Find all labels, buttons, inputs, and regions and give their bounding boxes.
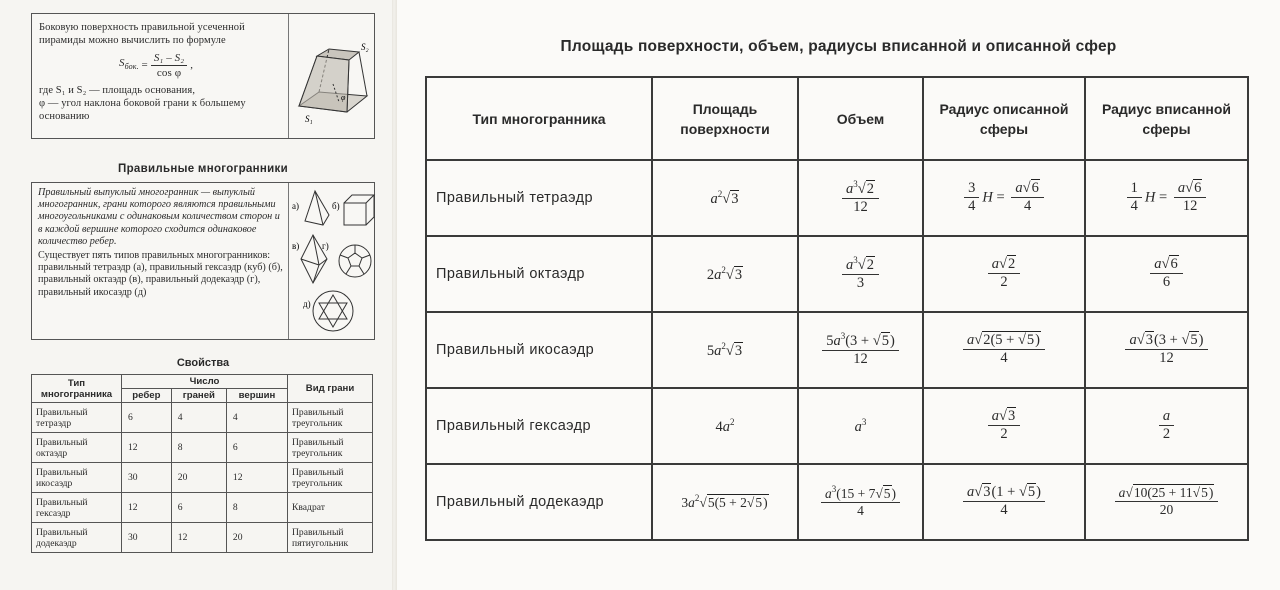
- polyhedron-definition: Правильный выпуклый многогранник — выпуклый многогранник, грани которого являются правильными многоугольниками с одинаковым количеством сторон и в каждой вершине которого сходится одинаковое количество ребер.: [38, 187, 280, 247]
- row-face-type: Правильный треугольник: [288, 463, 373, 493]
- properties-table: [31, 374, 373, 553]
- regular-polyhedra-box: [31, 182, 375, 340]
- formula-fraction: $\frac{\text{S₁ – S₂}}{\text{cos φ}}$: [151, 52, 187, 78]
- polyhedron-name: Правильный октаэдр: [426, 236, 652, 312]
- inscribed-radius-formula: $\frac{1}{4}$ H = $\frac{a√6}{12}$: [1085, 160, 1248, 236]
- row-edges: 30: [122, 463, 172, 493]
- truncated-pyramid-box: [31, 13, 375, 139]
- header-area: Площадь поверхности: [652, 77, 798, 160]
- volume-formula: $\frac{a^3(15 + 7√5)}{4}$: [798, 464, 923, 540]
- area-formula: $4a^2$: [652, 388, 798, 464]
- polyhedron-types: Существует пять типов правильных многогранников: правильный тетраэдр (а), правильный гексаэдр (куб) (б), правильный октаэдр (в), правильный додекаэдр (г), правильный икосаэдр (д): [38, 250, 283, 298]
- row-edges: 12: [122, 433, 172, 463]
- area-formula: $3a^2√5(5 + 2√5)$: [652, 464, 798, 540]
- tetrahedron-icon: [305, 191, 329, 225]
- row-faces: 20: [171, 463, 226, 493]
- header-inscribed-radius: Радиус вписанной сферы: [1085, 77, 1248, 160]
- regular-polyhedra-heading: Правильные многогранники: [118, 163, 288, 175]
- row-edges: 30: [122, 523, 172, 553]
- row-edges: 12: [122, 493, 172, 523]
- volume-formula: $\frac{a^3√2}{12}$: [798, 160, 923, 236]
- row-faces: 4: [171, 403, 226, 433]
- truncated-pyramid-figure: [288, 14, 376, 138]
- props-subheader-faces: граней: [171, 389, 226, 403]
- right-page: [397, 0, 1280, 590]
- svg-text:а): а): [292, 201, 299, 211]
- page-title: Площадь поверхности, объем, радиусы вписанной и описанной сфер: [560, 38, 1117, 55]
- row-vertices: 4: [226, 403, 287, 433]
- circumscribed-radius-formula: $\frac{a√3}{2}$: [923, 388, 1085, 464]
- row-faces: 6: [171, 493, 226, 523]
- polyhedron-name: Правильный тетраэдр: [426, 160, 652, 236]
- table-row: [32, 403, 373, 433]
- circumscribed-radius-formula: $\frac{a√2(5 + √5)}{4}$: [923, 312, 1085, 388]
- s1-label: S₁: [305, 114, 313, 124]
- header-type: Тип многогранника: [426, 77, 652, 160]
- circumscribed-radius-formula: $\frac{3}{4}$ H = $\frac{a√6}{4}$: [923, 160, 1085, 236]
- polyhedra-figures: [288, 183, 376, 339]
- box1-text-after-2: φ — угол наклона боковой грани к большему основанию: [39, 97, 246, 122]
- row-vertices: 8: [226, 493, 287, 523]
- left-page: [0, 0, 392, 590]
- dodecahedron-icon: [339, 245, 371, 277]
- row-name: Правильный тетраэдр: [32, 403, 122, 433]
- row-faces: 12: [171, 523, 226, 553]
- phi-label: φ: [341, 93, 346, 102]
- row-name: Правильный додекаэдр: [32, 523, 122, 553]
- row-face-type: Правильный пятиугольник: [288, 523, 373, 553]
- volume-formula: $\frac{5a^3(3 + √5)}{12}$: [798, 312, 923, 388]
- table-row: [426, 464, 1248, 540]
- props-subheader-vertices: вершин: [226, 389, 287, 403]
- row-vertices: 6: [226, 433, 287, 463]
- props-header-face: Вид грани: [288, 375, 373, 403]
- inscribed-radius-formula: $\frac{a√6}{6}$: [1085, 236, 1248, 312]
- table-row: [32, 433, 373, 463]
- polyhedra-formulas-table: [425, 76, 1249, 541]
- icosahedron-icon: [313, 291, 353, 331]
- area-formula: $2a^2√3$: [652, 236, 798, 312]
- area-formula: $5a^2√3$: [652, 312, 798, 388]
- box1-text-after-1: где S₁ и S₂ — площадь основания,: [39, 84, 196, 96]
- props-header-type: Тип многогранника: [32, 375, 122, 403]
- properties-heading: Свойства: [176, 357, 230, 369]
- area-formula: $a^2√3$: [652, 160, 798, 236]
- formula-lhs: $S_{бок.}$: [119, 57, 139, 72]
- box1-text-before: Боковую поверхность правильной усеченной пирамиды можно вычислить по формуле: [39, 22, 245, 47]
- svg-text:г): г): [322, 241, 329, 251]
- s2-label: S₂: [361, 42, 369, 52]
- regular-polyhedra-text: [38, 187, 284, 299]
- row-face-type: Правильный треугольник: [288, 403, 373, 433]
- polyhedra-icons: [289, 183, 377, 339]
- volume-formula: $a^3$: [798, 388, 923, 464]
- polyhedron-name: Правильный гексаэдр: [426, 388, 652, 464]
- row-edges: 6: [122, 403, 172, 433]
- svg-text:д): д): [303, 299, 311, 309]
- row-vertices: 12: [226, 463, 287, 493]
- table-row: [32, 523, 373, 553]
- truncated-pyramid-text: [39, 21, 284, 123]
- props-subheader-edges: ребер: [122, 389, 172, 403]
- inscribed-radius-formula: $\frac{a}{2}$: [1085, 388, 1248, 464]
- inscribed-radius-formula: $\frac{a√10(25 + 11√5)}{20}$: [1085, 464, 1248, 540]
- row-faces: 8: [171, 433, 226, 463]
- polyhedron-name: Правильный додекаэдр: [426, 464, 652, 540]
- lateral-area-formula: $S_{бок.}$ = $\frac{\text{S₁ – S₂}}{\text{cos φ}}$ ,: [119, 52, 194, 79]
- volume-formula: $\frac{a^3√2}{3}$: [798, 236, 923, 312]
- row-face-type: Правильный треугольник: [288, 433, 373, 463]
- row-name: Правильный октаэдр: [32, 433, 122, 463]
- row-name: Правильный гексаэдр: [32, 493, 122, 523]
- row-name: Правильный икосаэдр: [32, 463, 122, 493]
- header-circumscribed-radius: Радиус описанной сферы: [923, 77, 1085, 160]
- truncated-pyramid-icon: [289, 14, 377, 138]
- row-face-type: Квадрат: [288, 493, 373, 523]
- svg-text:в): в): [292, 241, 300, 251]
- table-row: [426, 312, 1248, 388]
- header-volume: Объем: [798, 77, 923, 160]
- row-vertices: 20: [226, 523, 287, 553]
- table-row: [32, 493, 373, 523]
- svg-text:б): б): [332, 201, 340, 211]
- cube-icon: [344, 195, 374, 225]
- circumscribed-radius-formula: $\frac{a√3(1 + √5)}{4}$: [923, 464, 1085, 540]
- inscribed-radius-formula: $\frac{a√3(3 + √5)}{12}$: [1085, 312, 1248, 388]
- circumscribed-radius-formula: $\frac{a√2}{2}$: [923, 236, 1085, 312]
- polyhedron-name: Правильный икосаэдр: [426, 312, 652, 388]
- table-row: [426, 160, 1248, 236]
- table-row: [32, 463, 373, 493]
- table-row: [426, 388, 1248, 464]
- props-header-count: Число: [122, 375, 288, 389]
- table-row: [426, 236, 1248, 312]
